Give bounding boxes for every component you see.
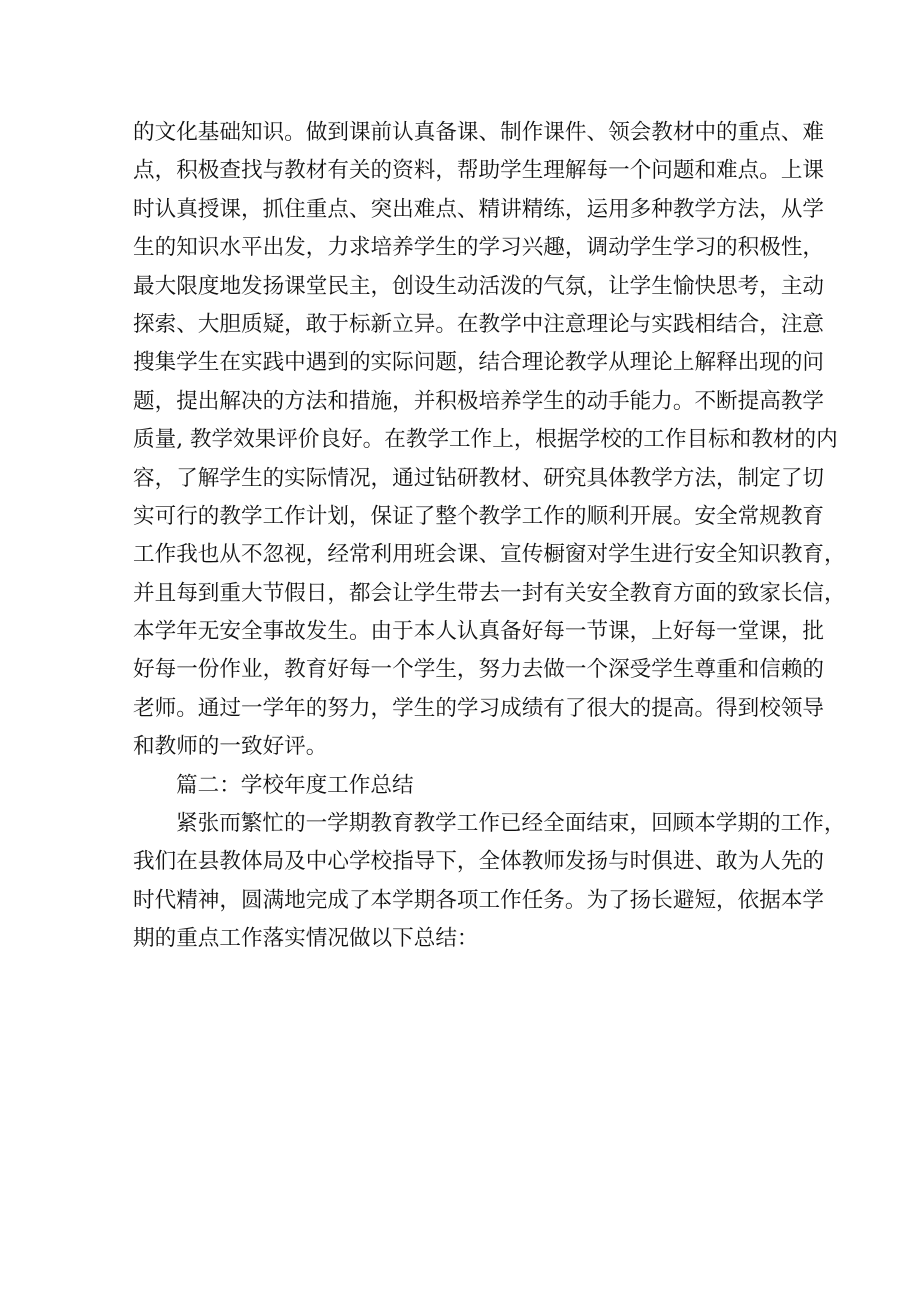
text-line: 实可行的教学工作计划，保证了整个教学工作的顺利开展。安全常规教育 [133,503,825,529]
text-line: 点，积极查找与教材有关的资料，帮助学生理解每一个问题和难点。上课 [133,158,825,184]
text-line: 容，了解学生的实际情况，通过钻研教材、研究具体教学方法，制定了切 [133,465,825,491]
paragraph-teaching-work [133,114,846,767]
text-line: 最大限度地发扬课堂民主，创设生动活泼的气氛，让学生愉快思考，主动 [133,273,825,299]
text-line: 搜集学生在实践中遇到的实际问题，结合理论教学从理论上解释出现的问 [133,350,825,376]
text-line: 老师。通过一学年的努力，学生的学习成绩有了很大的提高。得到校领导 [133,695,825,721]
text-line: 质量, 教学效果评价良好。在教学工作上，根据学校的工作目标和教材的内 [133,427,838,453]
text-line: 本学年无安全事故发生。由于本人认真备好每一节课，上好每一堂课，批 [133,619,825,645]
text-line: 探索、大胆质疑，敢于标新立异。在教学中注意理论与实践相结合，注意 [133,311,825,337]
text-line: 期的重点工作落实情况做以下总结： [133,926,479,952]
text-line: 紧张而繁忙的一学期教育教学工作已经全面结束，回顾本学期的工作， [176,811,846,837]
text-line: 题，提出解决的方法和措施，并积极培养学生的动手能力。不断提高教学 [133,388,825,414]
text-line: 的文化基础知识。做到课前认真备课、制作课件、领会教材中的重点、难 [133,120,825,145]
text-line: 并且每到重大节假日，都会让学生带去一封有关安全教育方面的致家长信， [133,580,846,606]
text-line: 时认真授课，抓住重点、突出难点、精讲精练，运用多种教学方法，从学 [133,196,825,222]
text-line: 和教师的一致好评。 [133,734,328,760]
text-line: 好每一份作业，教育好每一个学生，努力去做一个深受学生尊重和信赖的 [133,657,825,683]
text-line: 时代精神，圆满地完成了本学期各项工作任务。为了扬长避短，依据本学 [133,887,825,913]
paragraph-summary-intro [133,805,846,959]
text-line: 生的知识水平出发，力求培养学生的学习兴趣，调动学生学习的积极性， [133,235,825,261]
document-body [133,114,846,959]
section-heading: 篇二：学校年度工作总结 [176,772,414,798]
text-line: 工作我也从不忽视，经常利用班会课、宣传橱窗对学生进行安全知识教育， [133,542,846,568]
text-line: 我们在县教体局及中心学校指导下，全体教师发扬与时俱进、敢为人先的 [133,849,825,875]
